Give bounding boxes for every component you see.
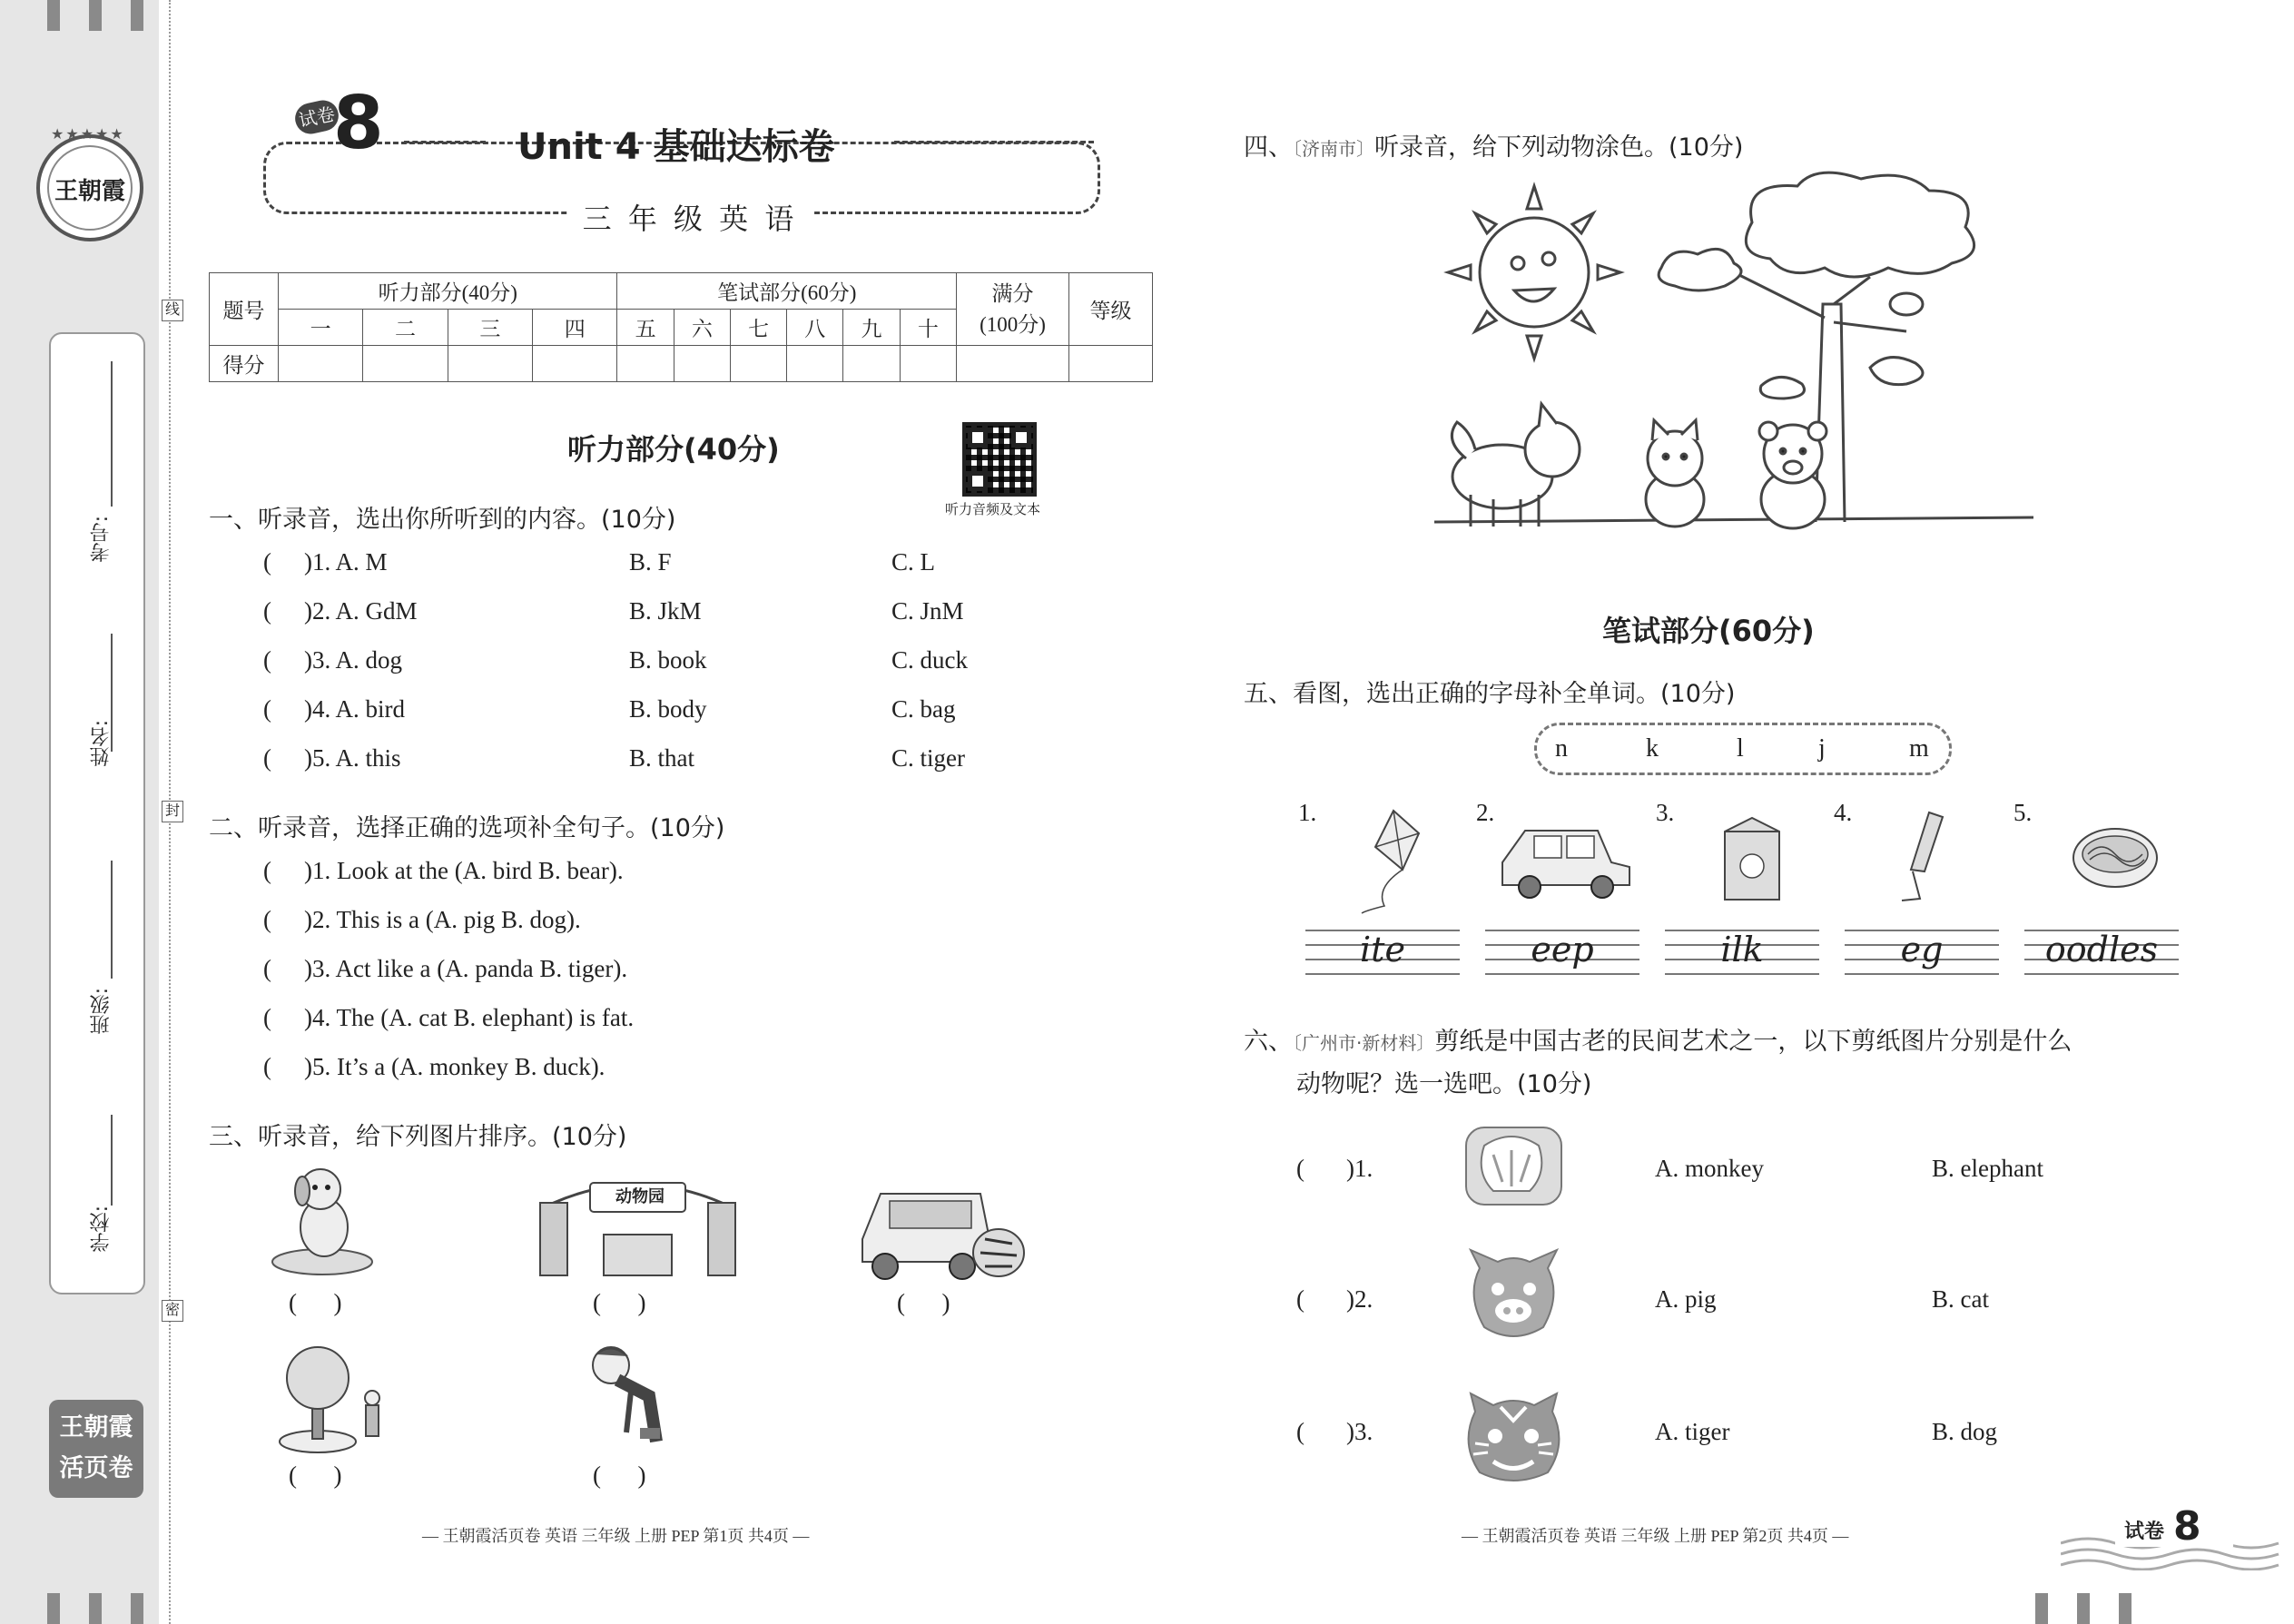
section6-heading xyxy=(1244,1021,2072,1057)
section4-heading xyxy=(1244,127,1743,162)
stripe xyxy=(47,1593,60,1624)
s2-item[interactable]: ( )3. Act like a (A. panda B. tiger). xyxy=(263,955,628,982)
s6-number: )1. xyxy=(1346,1155,1373,1182)
noodles-picture xyxy=(2070,822,2161,894)
table-head-writing: 笔试部分(60分) xyxy=(617,273,957,310)
s1-option-c[interactable]: C. tiger xyxy=(891,744,965,772)
s1-option-a[interactable]: )4. A. bird xyxy=(304,695,405,723)
s1-option-a[interactable]: )3. A. dog xyxy=(304,646,402,674)
table-col: 六 xyxy=(674,310,730,346)
table-col: 一 xyxy=(279,310,363,346)
elephant-papercut xyxy=(1457,1118,1570,1214)
word-writing-line[interactable] xyxy=(1485,926,1639,984)
s4-prefix: 四、 xyxy=(1244,133,1293,162)
table-col: 五 xyxy=(617,310,674,346)
brand-top: 王朝霞 xyxy=(59,1413,133,1442)
word-ending: ite xyxy=(1360,930,1405,969)
brand-bottom: 活页卷 xyxy=(59,1454,133,1482)
s2-item[interactable]: ( )5. It’s a (A. monkey B. duck). xyxy=(263,1053,605,1080)
publisher-logo xyxy=(36,125,143,241)
stripe xyxy=(2035,1593,2048,1624)
s6-option-b[interactable]: B. elephant xyxy=(1932,1155,2043,1182)
section2-heading: 二、听录音，选择正确的选项补全句子。(10分) xyxy=(209,814,725,842)
s5-number: 2. xyxy=(1476,799,1495,826)
s5-number: 3. xyxy=(1656,799,1675,826)
table-head-listening: 听力部分(40分) xyxy=(279,273,617,310)
full-value: (100分) xyxy=(980,312,1046,336)
score-cell[interactable] xyxy=(533,346,617,382)
s1-option-b[interactable]: B. that xyxy=(629,744,694,772)
s5-number: 5. xyxy=(2013,799,2033,826)
score-cell[interactable] xyxy=(730,346,786,382)
s6-item[interactable]: ( )3. xyxy=(1296,1418,1373,1445)
page-subtitle: 三 年 级 英 语 xyxy=(567,196,812,238)
star-icon: ★★★★★ xyxy=(51,125,125,143)
s6-option-a[interactable]: A. tiger xyxy=(1655,1418,1730,1445)
score-cell[interactable] xyxy=(363,346,448,382)
dog-picture xyxy=(268,1162,377,1280)
logo-text: 王朝霞 xyxy=(54,178,125,205)
right-footer: — 王朝霞活页卷 英语 三年级 上册 PEP 第2页 共4页 — xyxy=(1462,1527,1849,1545)
table-col: 十 xyxy=(900,310,956,346)
tiger-papercut xyxy=(1457,1389,1570,1489)
corner-tag xyxy=(2115,1503,2233,1550)
table-head-number: 题号 xyxy=(210,273,279,346)
score-cell[interactable] xyxy=(900,346,956,382)
table-col: 七 xyxy=(730,310,786,346)
stripe xyxy=(89,0,102,31)
right-page xyxy=(1207,0,2294,1624)
table-head-grade: 等级 xyxy=(1069,273,1153,346)
stripe xyxy=(47,0,60,31)
header-dash xyxy=(894,141,1094,143)
score-cell[interactable] xyxy=(279,346,363,382)
stripe xyxy=(131,1593,143,1624)
order-blank[interactable]: ( ) xyxy=(593,1462,646,1489)
order-blank[interactable]: ( ) xyxy=(289,1462,342,1489)
bind-char-secret: 密 xyxy=(162,1300,183,1322)
table-col: 二 xyxy=(363,310,448,346)
s1-option-c[interactable]: C. JnM xyxy=(891,597,964,625)
s4-source: 〔济南市〕 xyxy=(1293,138,1374,160)
s1-option-a[interactable]: )2. A. GdM xyxy=(304,597,418,625)
section5-heading: 五、看图，选出正确的字母补全单词。(10分) xyxy=(1244,680,1736,708)
table-head-full xyxy=(957,273,1069,346)
s6-source: 〔广州市·新材料〕 xyxy=(1293,1032,1435,1054)
s2-sentence: )3. Act like a (A. panda B. tiger). xyxy=(304,955,628,982)
score-cell[interactable] xyxy=(448,346,532,382)
header-dash xyxy=(404,141,486,143)
full-label: 满分 xyxy=(991,281,1034,305)
word-ending: eg xyxy=(1900,930,1944,969)
s1-option-b[interactable]: B. body xyxy=(629,695,707,723)
s1-option-c[interactable]: C. L xyxy=(891,548,936,576)
kite-picture xyxy=(1348,806,1421,915)
page-title: Unit 4 基础达标卷 xyxy=(517,126,835,168)
section1-heading: 一、听录音，选出你所听到的内容。(10分) xyxy=(209,506,676,534)
binding-sidebar xyxy=(0,0,159,1624)
s4-text: 听录音，给下列动物涂色。(10分) xyxy=(1374,133,1744,162)
field-name: 姓名: xyxy=(90,720,113,767)
tree-picture xyxy=(272,1343,390,1457)
s5-number: 4. xyxy=(1834,799,1853,826)
word-writing-line[interactable] xyxy=(2024,926,2179,984)
animals-coloring-picture[interactable] xyxy=(1434,168,2033,558)
letter-option[interactable]: j xyxy=(1818,734,1826,763)
letter-box xyxy=(1534,723,1952,775)
order-blank[interactable]: ( ) xyxy=(593,1289,646,1316)
stripe xyxy=(89,1593,102,1624)
paper-tag: 试卷 xyxy=(292,97,341,136)
s1-item: ( )5. A. this xyxy=(263,744,401,772)
stripe xyxy=(2077,1593,2090,1624)
word-writing-line[interactable] xyxy=(1305,926,1460,984)
s2-item[interactable]: ( )4. The (A. cat B. elephant) is fat. xyxy=(263,1004,635,1031)
s1-item: ( )4. A. bird xyxy=(263,695,405,723)
s1-option-b[interactable]: B. book xyxy=(629,646,707,674)
score-cell[interactable] xyxy=(617,346,674,382)
letter-option[interactable]: k xyxy=(1646,734,1659,763)
s5-number: 1. xyxy=(1298,799,1317,826)
field-exam-number: 考号: xyxy=(90,516,113,563)
section3-heading: 三、听录音，给下列图片排序。(10分) xyxy=(209,1123,627,1151)
paper-number: 8 xyxy=(333,81,384,165)
qr-caption: 听力音频及文本 xyxy=(945,501,1041,517)
s6-option-b[interactable]: B. dog xyxy=(1932,1418,1998,1445)
table-col: 八 xyxy=(787,310,843,346)
word-writing-line[interactable] xyxy=(1665,926,1819,984)
score-cell[interactable] xyxy=(674,346,730,382)
table-col: 三 xyxy=(448,310,532,346)
left-page xyxy=(159,0,1147,1624)
s6-option-a[interactable]: A. monkey xyxy=(1655,1155,1764,1182)
letter-option[interactable]: m xyxy=(1909,734,1929,763)
word-ending: ilk xyxy=(1720,930,1764,969)
s1-item: ( )2. A. GdM xyxy=(263,597,418,625)
score-table xyxy=(209,272,1153,382)
brand-badge xyxy=(49,1400,143,1498)
word-writing-line[interactable] xyxy=(1845,926,1999,984)
s1-option-c[interactable]: C. bag xyxy=(891,695,956,723)
score-cell[interactable] xyxy=(1069,346,1153,382)
score-cell[interactable] xyxy=(957,346,1069,382)
corner-tag-label: 试卷 xyxy=(2124,1521,2165,1543)
milk-picture xyxy=(1716,813,1788,904)
s2-sentence: )4. The (A. cat B. elephant) is fat. xyxy=(304,1004,635,1031)
word-ending: eep xyxy=(1531,930,1594,969)
listening-title: 听力部分(40分) xyxy=(567,432,780,467)
s6-number: )3. xyxy=(1346,1418,1373,1445)
s6-number: )2. xyxy=(1346,1285,1373,1313)
field-school: 学校: xyxy=(90,1206,113,1253)
s1-item: ( )3. A. dog xyxy=(263,646,402,674)
s6-option-a[interactable]: A. pig xyxy=(1655,1285,1717,1313)
s2-sentence: )5. It’s a (A. monkey B. duck). xyxy=(304,1053,605,1080)
s1-option-c[interactable]: C. duck xyxy=(891,646,968,674)
score-cell[interactable] xyxy=(843,346,900,382)
jeep-picture xyxy=(1498,822,1634,899)
bind-char-line: 线 xyxy=(162,300,183,321)
table-col: 四 xyxy=(533,310,617,346)
score-cell[interactable] xyxy=(787,346,843,382)
leg-picture xyxy=(1893,808,1956,908)
letter-option[interactable]: l xyxy=(1737,734,1744,763)
s1-option-b[interactable]: B. JkM xyxy=(629,597,702,625)
boy-picture xyxy=(576,1342,676,1455)
s2-sentence: )2. This is a (A. pig B. dog). xyxy=(304,906,581,933)
s6-prefix: 六、 xyxy=(1244,1028,1293,1056)
s6-item[interactable]: ( )2. xyxy=(1296,1285,1373,1313)
s1-option-b[interactable]: B. F xyxy=(629,548,672,576)
table-score-label: 得分 xyxy=(210,346,279,382)
s1-item: ( )1. A. M xyxy=(263,548,388,576)
s6-item[interactable]: ( )1. xyxy=(1296,1155,1373,1182)
field-line[interactable] xyxy=(111,861,113,979)
s1-option-a[interactable]: )1. A. M xyxy=(304,548,388,576)
field-line[interactable] xyxy=(111,361,113,507)
writing-title: 笔试部分(60分) xyxy=(1602,614,1815,648)
s6-option-b[interactable]: B. cat xyxy=(1932,1285,1989,1313)
field-class: 班级: xyxy=(90,988,113,1035)
corner-tag-number: 8 xyxy=(2173,1503,2201,1550)
bind-char-seal: 封 xyxy=(162,801,183,822)
zoo-sign: 动物园 xyxy=(615,1187,665,1206)
s1-option-a[interactable]: )5. A. this xyxy=(304,744,401,772)
s2-item[interactable]: ( )2. This is a (A. pig B. dog). xyxy=(263,906,581,933)
left-footer: — 王朝霞活页卷 英语 三年级 上册 PEP 第1页 共4页 — xyxy=(422,1527,810,1545)
stripe xyxy=(2119,1593,2132,1624)
van-tiger-picture xyxy=(853,1176,1035,1289)
section6-heading-line2: 动物呢？选一选吧。(10分) xyxy=(1296,1070,1592,1098)
pig-papercut xyxy=(1462,1245,1566,1345)
s2-sentence: )1. Look at the (A. bird B. bear). xyxy=(304,857,624,884)
s6-text: 剪纸是中国古老的民间艺术之一，以下剪纸图片分别是什么 xyxy=(1434,1028,2072,1056)
field-line[interactable] xyxy=(111,1115,113,1206)
stripe xyxy=(131,0,143,31)
qr-code[interactable] xyxy=(962,422,1037,497)
order-blank[interactable]: ( ) xyxy=(289,1289,342,1316)
student-info-box xyxy=(49,332,145,1294)
letter-option[interactable]: n xyxy=(1555,734,1568,763)
order-blank[interactable]: ( ) xyxy=(897,1289,950,1316)
s2-item[interactable]: ( )1. Look at the (A. bird B. bear). xyxy=(263,857,624,884)
word-ending: oodles xyxy=(2044,930,2159,969)
table-col: 九 xyxy=(843,310,900,346)
